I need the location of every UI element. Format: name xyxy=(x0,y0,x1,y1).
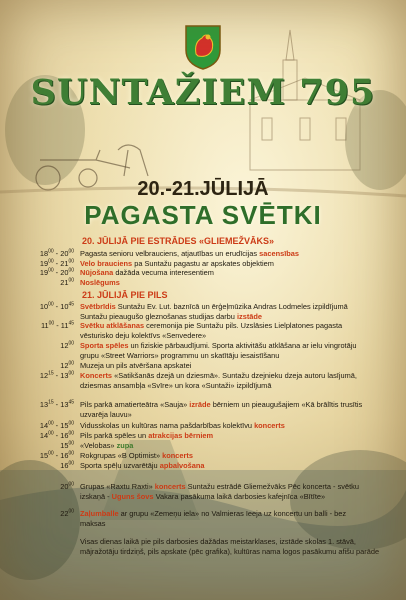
event-description: Zaļumballe ar grupu «Zemeņu iela» no Valmieras Ieeja uz koncertu un balli - bez maksas xyxy=(80,509,347,529)
event-description: Pils parkā amatierteātra «Sauja» izrāde bērniem un pieaugušajiem «Kā brālītis trusītis uzvarēja lauvu» xyxy=(80,400,363,420)
event-time: $15^{00} - 16^{00}$ xyxy=(39,450,74,460)
event-description: Pagasta senioru velbrauciens, atjautības un erudīcijas sacensības xyxy=(80,249,299,258)
section-heading-day2: 21. JŪLIJĀ PIE PILS xyxy=(82,290,168,300)
event-time: $19^{00} - 21^{00}$ xyxy=(39,258,74,268)
event-description: Rokgrupas «B Optimist» koncerts xyxy=(80,451,193,460)
event-time: $18^{00} - 20^{00}$ xyxy=(39,248,74,258)
event-time: $16^{00}$ xyxy=(60,460,74,470)
footer-note: Visas dienas laikā pie pils darbosies dažādas meistarklases, izstāde skolas 1. stāvā, mājražotāju tirdziņš, pils apskate (pēc grafika), kultūras nama logos pasākumu afišu parāde xyxy=(80,537,380,556)
event-time: $10^{00} - 10^{45}$ xyxy=(39,301,74,311)
event-description: Velo brauciens pa Suntažu pagastu ar apskates objektiem xyxy=(80,259,274,268)
event-time: $14^{00} - 15^{00}$ xyxy=(39,420,74,430)
event-time: $22^{00}$ xyxy=(60,508,74,518)
event-time: $11^{00} - 11^{45}$ xyxy=(40,320,74,330)
coat-of-arms-icon xyxy=(184,24,222,70)
section-heading-day1: 20. JŪLIJĀ PIE ESTRĀDES «GLIEMEŽVĀKS» xyxy=(82,236,275,246)
event-description: Svētbrīdis Suntažu Ev. Lut. baznīcā un ērģeļmūzika Andras Lodmeles izpildījumā Suntažu pieaugušo gleznošanas studijas darbu izstāde xyxy=(80,302,348,322)
event-description: Pils parkā spēles un atrakcijas bērniem xyxy=(80,431,214,440)
page-title: SUNTAŽIEM 795 xyxy=(30,72,376,113)
event-description: Vidusskolas un kultūras nama pašdarbības kolektīvu koncerts xyxy=(80,421,285,430)
event-time: $12^{15} - 13^{00}$ xyxy=(39,370,74,380)
event-description: «Velobas» zupa xyxy=(80,441,134,450)
event-time: $14^{00} - 16^{00}$ xyxy=(39,430,74,440)
event-time: $20^{00}$ xyxy=(60,481,74,491)
event-time: $13^{15} - 13^{45}$ xyxy=(39,399,74,409)
festival-dates: 20.-21.JŪLIJĀ xyxy=(137,178,269,200)
event-description: Sporta spēles un fiziskie pārbaudījumi. Sporta aktivitāšu atklāšana ar ielu vingrotāju grupu «Street Warriors» programmu un skatītāju iesaistīšanu xyxy=(80,341,357,361)
event-time: $19^{00} - 20^{00}$ xyxy=(39,267,74,277)
event-description: Noslēgums xyxy=(80,278,120,287)
event-description: Grupas «Raxtu Raxti» koncerts Suntažu estrādē Gliemežvāks Pēc koncerta - svētku izskaņā - Uguns šovs Vakara pasākuma laikā darbosies kafejnīca «Bītīte» xyxy=(80,482,359,502)
event-description: Sporta spēļu uzvarētāju apbalvošana xyxy=(80,461,205,470)
event-time: $12^{00}$ xyxy=(60,340,74,350)
event-description: Svētku atklāšanas ceremonija pie Suntažu pils. Uzslāsies Lielplatones pagasta vēsturisko deju kolektīvs «Senvedere» xyxy=(80,321,343,341)
event-time: $21^{00}$ xyxy=(60,277,74,287)
event-description: Muzeja un pils atvēršana apskatei xyxy=(80,361,192,370)
event-description: Nūjošana dažāda vecuma interesentiem xyxy=(80,268,214,277)
festival-headline: PAGASTA SVĒTKI xyxy=(84,200,322,230)
event-time: $12^{00}$ xyxy=(60,360,74,370)
event-time: $15^{00}$ xyxy=(60,440,74,450)
event-description: Koncerts «Satikšanās dzejā un dziesmā». Suntažu dzejnieku dzeja autoru lasījumā, dziesmas ansambļa «Svīre» un kora «Suntaži» izpildījumā xyxy=(80,371,357,391)
